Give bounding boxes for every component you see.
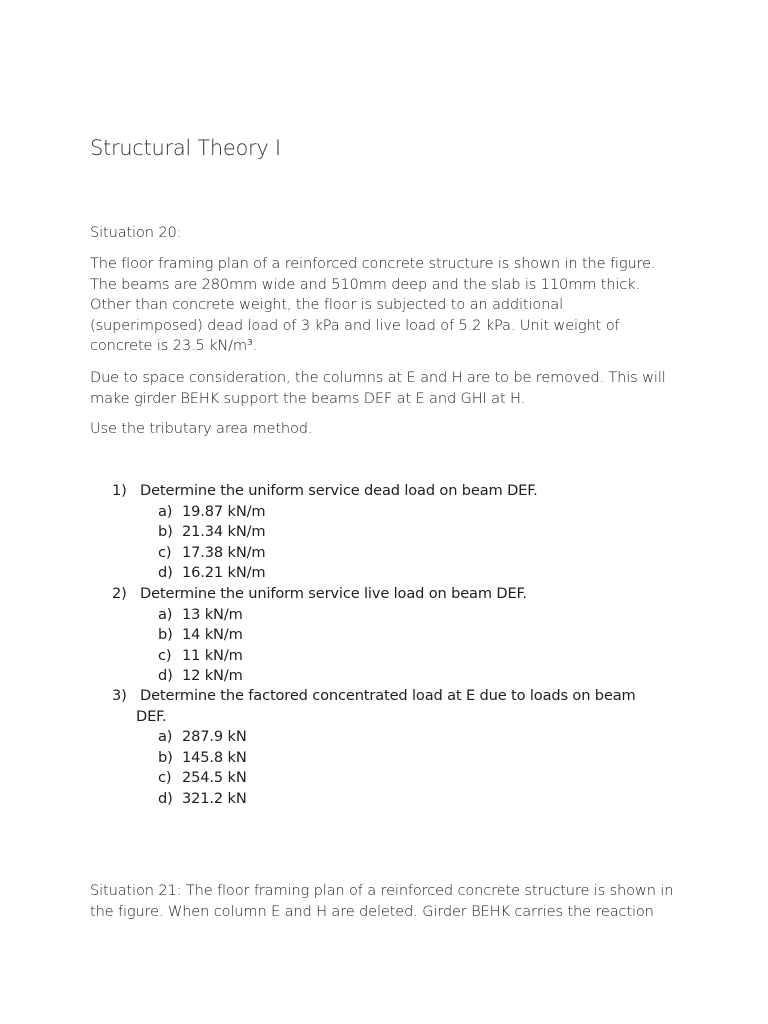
option-item: c) 17.38 kN/m [158, 543, 266, 561]
question-3 [112, 686, 692, 810]
option-item: c) 254.5 kN [158, 769, 247, 787]
option-item: b) 145.8 kN [158, 748, 247, 766]
question-text: Determine the factored concentrated load at E due to loads on beam [140, 687, 636, 704]
option-item: a) 19.87 kN/m [158, 502, 266, 520]
situation-20-heading: Situation 20: [90, 224, 182, 241]
question-text: Determine the uniform service dead load on beam DEF. [140, 482, 538, 499]
page-title: Structural Theory I [90, 136, 281, 160]
option-item: b) 21.34 kN/m [158, 523, 266, 541]
situation-21-paragraph: Situation 21: The floor framing plan of a reinforced concrete structure is shown in the figure. When column E and H are deleted. Girder BEHK carries the reaction [90, 882, 674, 920]
option-item: d) 16.21 kN/m [158, 564, 266, 582]
option-item: a) 287.9 kN [158, 728, 247, 746]
question-text-continued: DEF. [136, 707, 167, 725]
option-item: d) 12 kN/m [158, 667, 243, 685]
situation-20-paragraph-1: The floor framing plan of a reinforced concrete structure is shown in the figure. The beams are 280mm wide and 510mm deep and the slab is 110mm thick. Other than concrete weight, the floor is subjected to an additional (superimposed) dead load of 3 kPa and live load of 5.2 kPa. Unit weight of concrete is 23.5 kN/m³. [90, 255, 656, 355]
question-2 [112, 584, 692, 687]
question-text: Determine the uniform service live load on beam DEF. [140, 585, 527, 602]
question-1 [112, 481, 692, 584]
option-item: b) 14 kN/m [158, 626, 243, 644]
option-item: d) 321.2 kN [158, 789, 247, 807]
option-item: c) 11 kN/m [158, 646, 243, 664]
situation-20-paragraph-2: Due to space consideration, the columns at E and H are to be removed. This will make girder BEHK support the beams DEF at E and GHI at H. [90, 369, 666, 407]
question-number: 2) [112, 585, 127, 602]
option-item: a) 13 kN/m [158, 605, 243, 623]
question-number: 1) [112, 482, 127, 499]
question-number: 3) [112, 687, 127, 704]
situation-20-paragraph-3: Use the tributary area method. [90, 420, 313, 437]
